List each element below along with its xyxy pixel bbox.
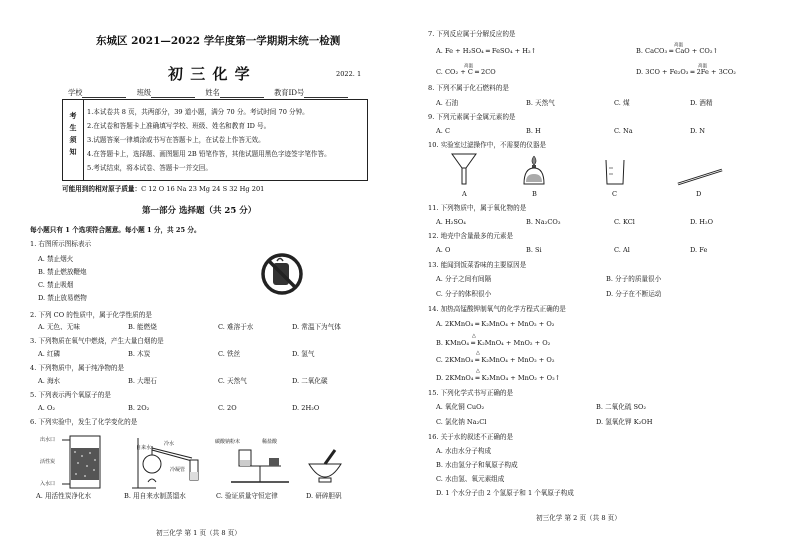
field-school-blank[interactable] [82, 88, 126, 98]
notice-item: 1.本试卷共 8 页，共两部分，39 道小题，满分 70 分。考试时间 70 分钟。 [87, 108, 309, 116]
section-title: 第一部分 选择题（共 25 分） [142, 206, 257, 216]
atomic-masses [62, 185, 264, 193]
option[interactable]: A. O [436, 246, 451, 254]
page-footer: 初三化学 第 1 页（共 8 页） [156, 529, 241, 537]
option[interactable]: D. 酒精 [690, 99, 713, 107]
filter-carbon-label: 活性炭 [40, 459, 56, 465]
option[interactable]: D. H₂O [690, 218, 714, 226]
alcohol-lamp-icon [520, 154, 548, 186]
field-class-label: 班级 [136, 88, 152, 97]
question-stem: 1. 右图所示图标表示 [30, 240, 92, 248]
option[interactable]: B. 木炭 [128, 350, 151, 358]
option[interactable]: B. 水由氢分子和氧原子构成 [436, 461, 518, 469]
no-flammables-icon [260, 252, 304, 296]
option[interactable]: B. Si [526, 246, 542, 254]
option[interactable]: B. 禁止燃放鞭炮 [38, 268, 87, 276]
funnel-icon [450, 152, 478, 186]
question-stem: 16. 关于水的叙述不正确的是 [428, 433, 514, 441]
option[interactable]: A. 海水 [38, 377, 61, 385]
option[interactable]: C. 铁丝 [218, 350, 241, 358]
right-page [408, 0, 794, 551]
option[interactable]: B [532, 190, 537, 198]
option[interactable]: B. KMnO₄ ═ K₂MnO₄ + MnO₂ + O₂ [436, 339, 551, 347]
option[interactable]: A. Fe + H₂SO₄ ═ FeSO₄ + H₂↑ [436, 47, 537, 55]
filter-inlet-label: 入水口 [40, 481, 56, 487]
notice-head-char: 生 [69, 123, 77, 132]
option[interactable]: A. 无色、无味 [38, 323, 80, 331]
option[interactable]: D. 禁止放易燃物 [38, 294, 87, 302]
option[interactable]: B. 2O₂ [128, 404, 150, 412]
notice-heading [63, 100, 84, 180]
option[interactable]: B. 分子的质量很小 [606, 275, 662, 283]
option[interactable]: B. 大理石 [128, 377, 157, 385]
question-stem: 4. 下列物质中，属于纯净物的是 [30, 364, 125, 372]
balance-hcl-label: 稀盐酸 [262, 439, 278, 445]
option[interactable]: C. KCl [614, 218, 635, 226]
option[interactable]: C. CO₂ + C ═ 2CO [436, 68, 496, 76]
option[interactable]: D. 氢氧化钾 K₂OH [596, 418, 653, 426]
section-intro: 每小题只有 1 个选项符合题意。每小题 1 分，共 25 分。 [30, 226, 201, 234]
question-stem: 12. 地壳中含量最多的元素是 [428, 232, 514, 240]
condition-label: 高温 [674, 43, 683, 48]
option[interactable]: D. 分子在不断运动 [606, 290, 662, 298]
notice-item: 5.考试结束，将本试卷、答题卡一并交回。 [87, 164, 212, 172]
info-field-row [68, 88, 348, 98]
option[interactable]: A. 水由水分子构成 [436, 447, 492, 455]
field-class-blank[interactable] [151, 88, 195, 98]
question-stem: 14. 加热高锰酸钾制氧气的化学方程式正确的是 [428, 305, 566, 313]
option[interactable]: A. 氧化铜 CuO₂ [436, 403, 485, 411]
option[interactable]: A. 红磷 [38, 350, 61, 358]
heat-symbol: △ [476, 368, 480, 374]
field-id-blank[interactable] [304, 88, 348, 98]
option[interactable]: D [696, 190, 702, 198]
distill-cold-water-label: 冷水 [164, 441, 175, 447]
page-footer: 初三化学 第 2 页（共 8 页） [536, 514, 621, 522]
option[interactable]: D. 1 个水分子由 2 个氢原子和 1 个氧原子构成 [436, 489, 574, 497]
option[interactable]: A. 2KMnO₄ ═ K₂MnO₄ + MnO₂ + O₂ [436, 320, 555, 328]
heat-symbol: △ [476, 350, 480, 356]
notice-item: 3.试题答案一律填涂或书写在答题卡上，在试卷上作答无效。 [87, 136, 265, 144]
option[interactable]: D. 氢气 [292, 350, 315, 358]
notice-head-char: 知 [69, 147, 77, 156]
notice-box [62, 99, 368, 181]
option[interactable]: C. 煤 [614, 99, 630, 107]
option[interactable]: B. 二氧化硫 SO₂ [596, 403, 647, 411]
option[interactable]: C. 验证质量守恒定律 [216, 492, 278, 500]
option[interactable]: C. 难溶于水 [218, 323, 254, 331]
subject-title: 初 三 化 学 [168, 65, 251, 83]
question-stem: 10. 实验室过滤操作中，不需要的仪器是 [428, 141, 547, 149]
question-stem: 6. 下列实验中，发生了化学变化的是 [30, 418, 138, 426]
option[interactable]: B. 天然气 [526, 99, 555, 107]
condition-label: 高温 [464, 64, 473, 69]
option[interactable]: C. 氯化钠 Na₂Cl [436, 418, 487, 426]
filter-outlet-label: 出水口 [40, 437, 56, 443]
question-stem: 8. 下列不属于化石燃料的是 [428, 84, 509, 92]
notice-item: 2.在试卷和答题卡上准确填写学校、班级、姓名和教育 ID 号。 [87, 122, 271, 130]
question-stem: 15. 下列化学式书写正确的是 [428, 389, 514, 397]
notice-head-char: 考 [69, 111, 77, 120]
option[interactable]: A. 石油 [436, 99, 459, 107]
question-stem: 5. 下列表示两个氧原子的是 [30, 391, 111, 399]
option[interactable]: A [462, 190, 467, 198]
option[interactable]: B. 能燃烧 [128, 323, 157, 331]
option[interactable]: C. 2KMnO₄ ═ K₂MnO₄ + MnO₂ + O₂ [436, 356, 555, 364]
condition-label: 高温 [698, 64, 707, 69]
balance-na2co3-label: 碳酸钠粉末 [215, 439, 241, 445]
option[interactable]: A. O₂ [38, 404, 56, 412]
exam-date: 2022. 1 [336, 70, 362, 78]
option[interactable]: A. H₂SO₄ [436, 218, 466, 226]
option[interactable]: A. 禁止烟火 [38, 255, 74, 263]
notice-head-char: 须 [69, 135, 77, 144]
field-school-label: 学校 [68, 88, 83, 97]
field-name-blank[interactable] [220, 88, 264, 98]
option[interactable]: C. Al [614, 246, 630, 254]
option[interactable]: D. N [690, 127, 706, 135]
option[interactable]: C. 天然气 [218, 377, 247, 385]
question-stem: 2. 下列 CO 的性质中，属于化学性质的是 [30, 311, 152, 319]
beaker-icon [604, 158, 626, 186]
option[interactable]: C [612, 190, 618, 198]
option[interactable]: B. CaCO₃ ═ CaO + CO₂↑ [636, 47, 718, 55]
distill-tap-water-label: 自来水 [136, 445, 152, 451]
option[interactable]: D. 二氧化碳 [292, 377, 328, 385]
option[interactable]: D. 2KMnO₄ ═ K₂MnO₄ + MnO₂ + O₂↑ [436, 374, 561, 382]
option[interactable]: B. 用自来水制蒸馏水 [124, 492, 186, 500]
option[interactable]: A. 用活性炭净化水 [36, 492, 92, 500]
question-stem: 9. 下列元素属于金属元素的是 [428, 113, 516, 121]
question-stem: 7. 下列反应属于分解反应的是 [428, 30, 516, 38]
option[interactable]: D. Fe [690, 246, 708, 254]
exam-title: 东城区 2021—2022 学年度第一学期期末统一检测 [96, 35, 341, 47]
glass-rod-icon [676, 168, 724, 186]
option[interactable]: A. 分子之间有间隔 [436, 275, 492, 283]
option[interactable]: B. H [526, 127, 541, 135]
atomic-masses-values: C 12 O 16 Na 23 Mg 24 S 32 Hg 201 [141, 185, 265, 193]
option[interactable]: C. Na [614, 127, 633, 135]
notice-item: 4.在答题卡上，选择题、画图题用 2B 铅笔作答，其他试题用黑色字迹签字笔作答。 [87, 150, 331, 158]
option[interactable]: B. Na₂CO₃ [526, 218, 561, 226]
option[interactable]: D. 3CO + Fe₂O₃ ═ 2Fe + 3CO₂ [636, 68, 736, 76]
atomic-masses-label: 可能用到的相对原子质量： [62, 185, 142, 193]
question-stem: 13. 能闻到饭菜香味的主要原因是 [428, 261, 527, 269]
option[interactable]: C. 分子的体积很小 [436, 290, 492, 298]
option[interactable]: C. 2O [218, 404, 237, 412]
distill-condenser-label: 冷凝管 [170, 467, 186, 473]
question-stem: 11. 下列物质中，属于氧化物的是 [428, 204, 527, 212]
option[interactable]: D. 常温下为气体 [292, 323, 341, 331]
option[interactable]: D. 研碎胆矾 [306, 492, 342, 500]
option[interactable]: D. 2H₂O [292, 404, 320, 412]
question-stem: 3. 下列物质在氧气中燃烧，产生大量白烟的是 [30, 337, 164, 345]
field-id-label: 教育ID号 [274, 88, 305, 97]
option[interactable]: C. 禁止吸烟 [38, 281, 74, 289]
option[interactable]: A. C [436, 127, 450, 135]
field-name-label: 姓名 [205, 88, 220, 97]
heat-symbol: △ [472, 333, 476, 339]
option[interactable]: C. 水由氢、氧元素组成 [436, 475, 505, 483]
mortar-pestle-diagram [305, 448, 345, 488]
